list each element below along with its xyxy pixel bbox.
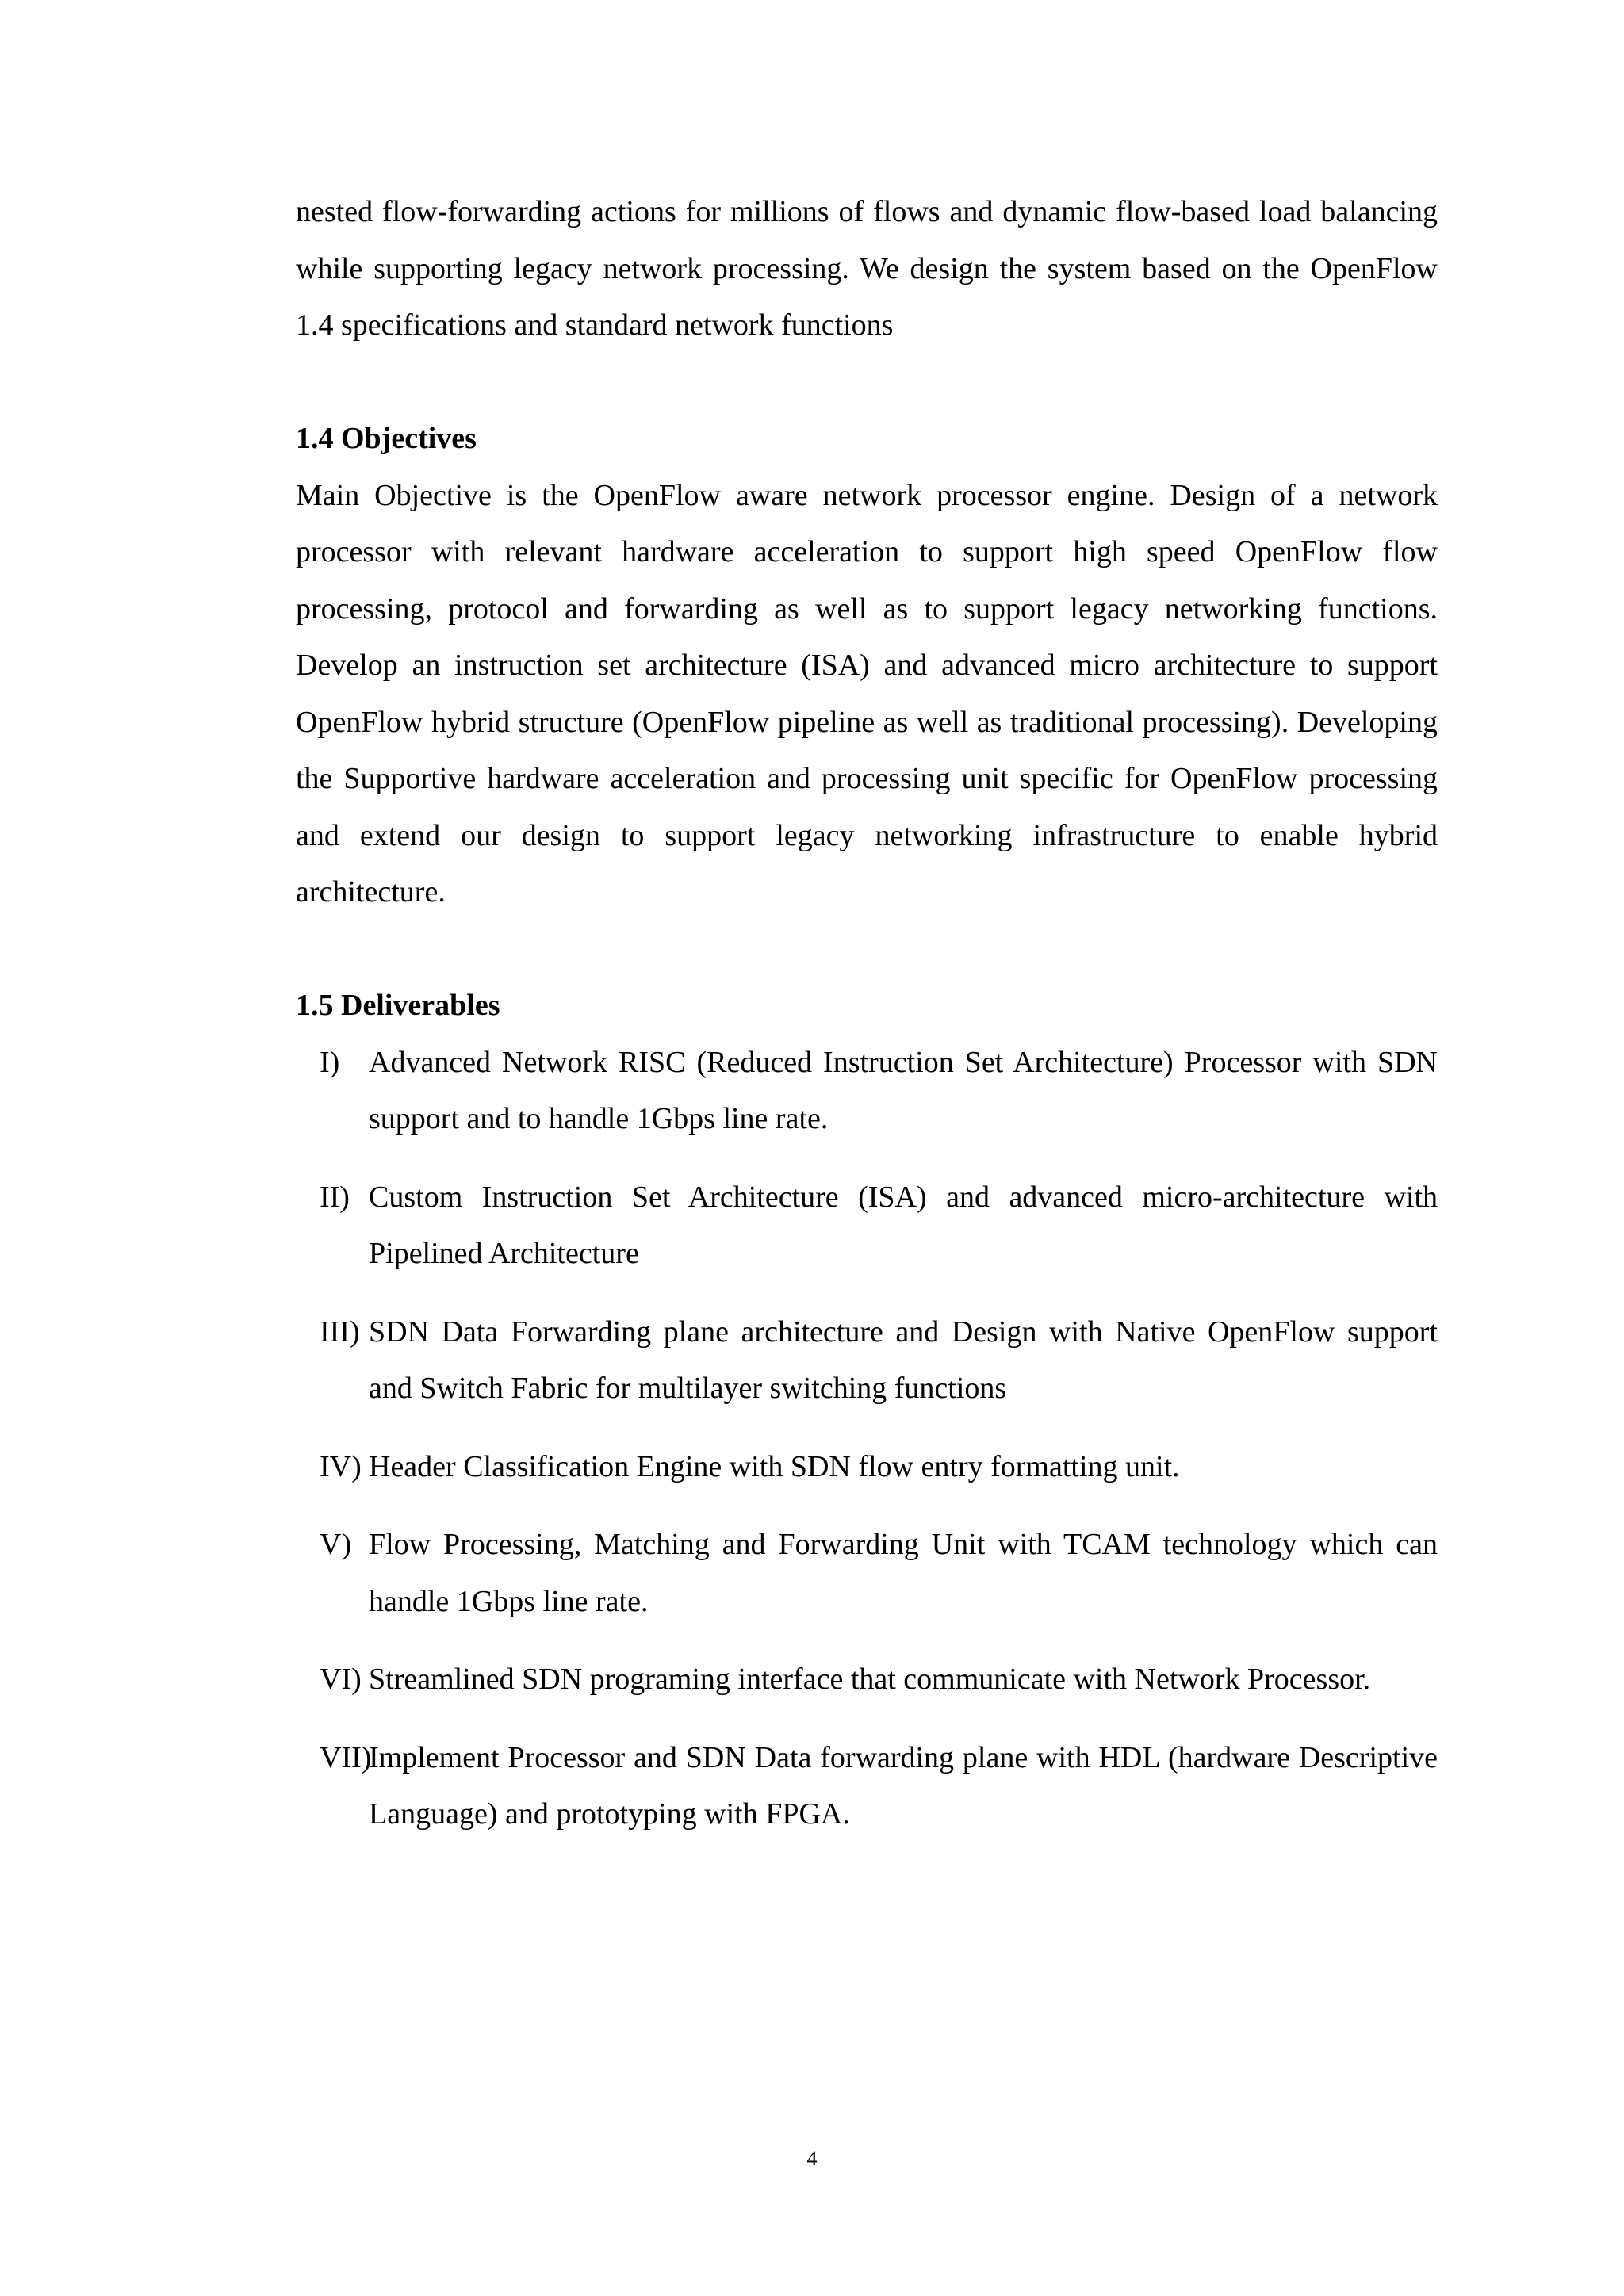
deliverable-text: Flow Processing, Matching and Forwarding Unit with TCAM technology which can handle 1Gbps line rate. <box>369 1528 1438 1618</box>
objectives-paragraph: Main Objective is the OpenFlow aware network processor engine. Design of a network processor with relevant hardware acceleration to support high speed OpenFlow flow processing, protocol and forwarding as well as to support legacy networking functions. Develop an instruction set architecture (ISA) and advanced micro architecture to support OpenFlow hybrid structure (OpenFlow pipeline as well as traditional processing). Developing the Supportive hardware acceleration and processing unit specific for OpenFlow processing and extend our design to support legacy networking infrastructure to enable hybrid architecture. <box>296 478 1438 909</box>
deliverable-text: Advanced Network RISC (Reduced Instruction Set Architecture) Processor with SDN support and to handle 1Gbps line rate. <box>369 1045 1438 1135</box>
deliverable-text: Custom Instruction Set Architecture (ISA) and advanced micro-architecture with Pipelined Architecture <box>369 1180 1438 1270</box>
list-marker: VI) <box>320 1663 362 1696</box>
deliverable-item <box>296 1035 1438 1148</box>
deliverable-item <box>296 1651 1438 1709</box>
list-marker: V) <box>320 1528 352 1561</box>
objectives-heading: 1.4 Objectives <box>296 422 477 455</box>
page-number: 4 <box>806 2147 818 2170</box>
deliverable-item <box>296 1730 1438 1843</box>
deliverable-text: Streamlined SDN programing interface that communicate with Network Processor. <box>369 1663 1371 1696</box>
page-content <box>296 184 1438 1865</box>
section-spacer <box>296 921 1438 978</box>
list-marker: III) <box>320 1314 360 1349</box>
intro-paragraph: nested flow-forwarding actions for millions of flows and dynamic flow-based load balancing while supporting legacy network processing. We design the system based on the OpenFlow 1.4 specifications and standard network functions <box>296 195 1438 342</box>
deliverable-item <box>296 1169 1438 1283</box>
deliverables-list <box>296 1035 1438 1843</box>
deliverable-item <box>296 1439 1438 1496</box>
list-marker: I) <box>320 1045 340 1079</box>
deliverable-item <box>296 1517 1438 1630</box>
deliverable-text: SDN Data Forwarding plane architecture and Design with Native OpenFlow support and Switch Fabric for multilayer switching functions <box>369 1314 1438 1405</box>
list-marker: IV) <box>320 1449 362 1483</box>
list-marker: VII) <box>320 1740 372 1774</box>
deliverables-heading: 1.5 Deliverables <box>296 989 500 1022</box>
list-marker: II) <box>320 1180 350 1214</box>
deliverable-item <box>296 1304 1438 1418</box>
deliverable-text: Header Classification Engine with SDN flow entry formatting unit. <box>369 1449 1180 1483</box>
deliverable-text: Implement Processor and SDN Data forwarding plane with HDL (hardware Descriptive Language) and prototyping with FPGA. <box>369 1740 1438 1831</box>
section-spacer <box>296 354 1438 411</box>
